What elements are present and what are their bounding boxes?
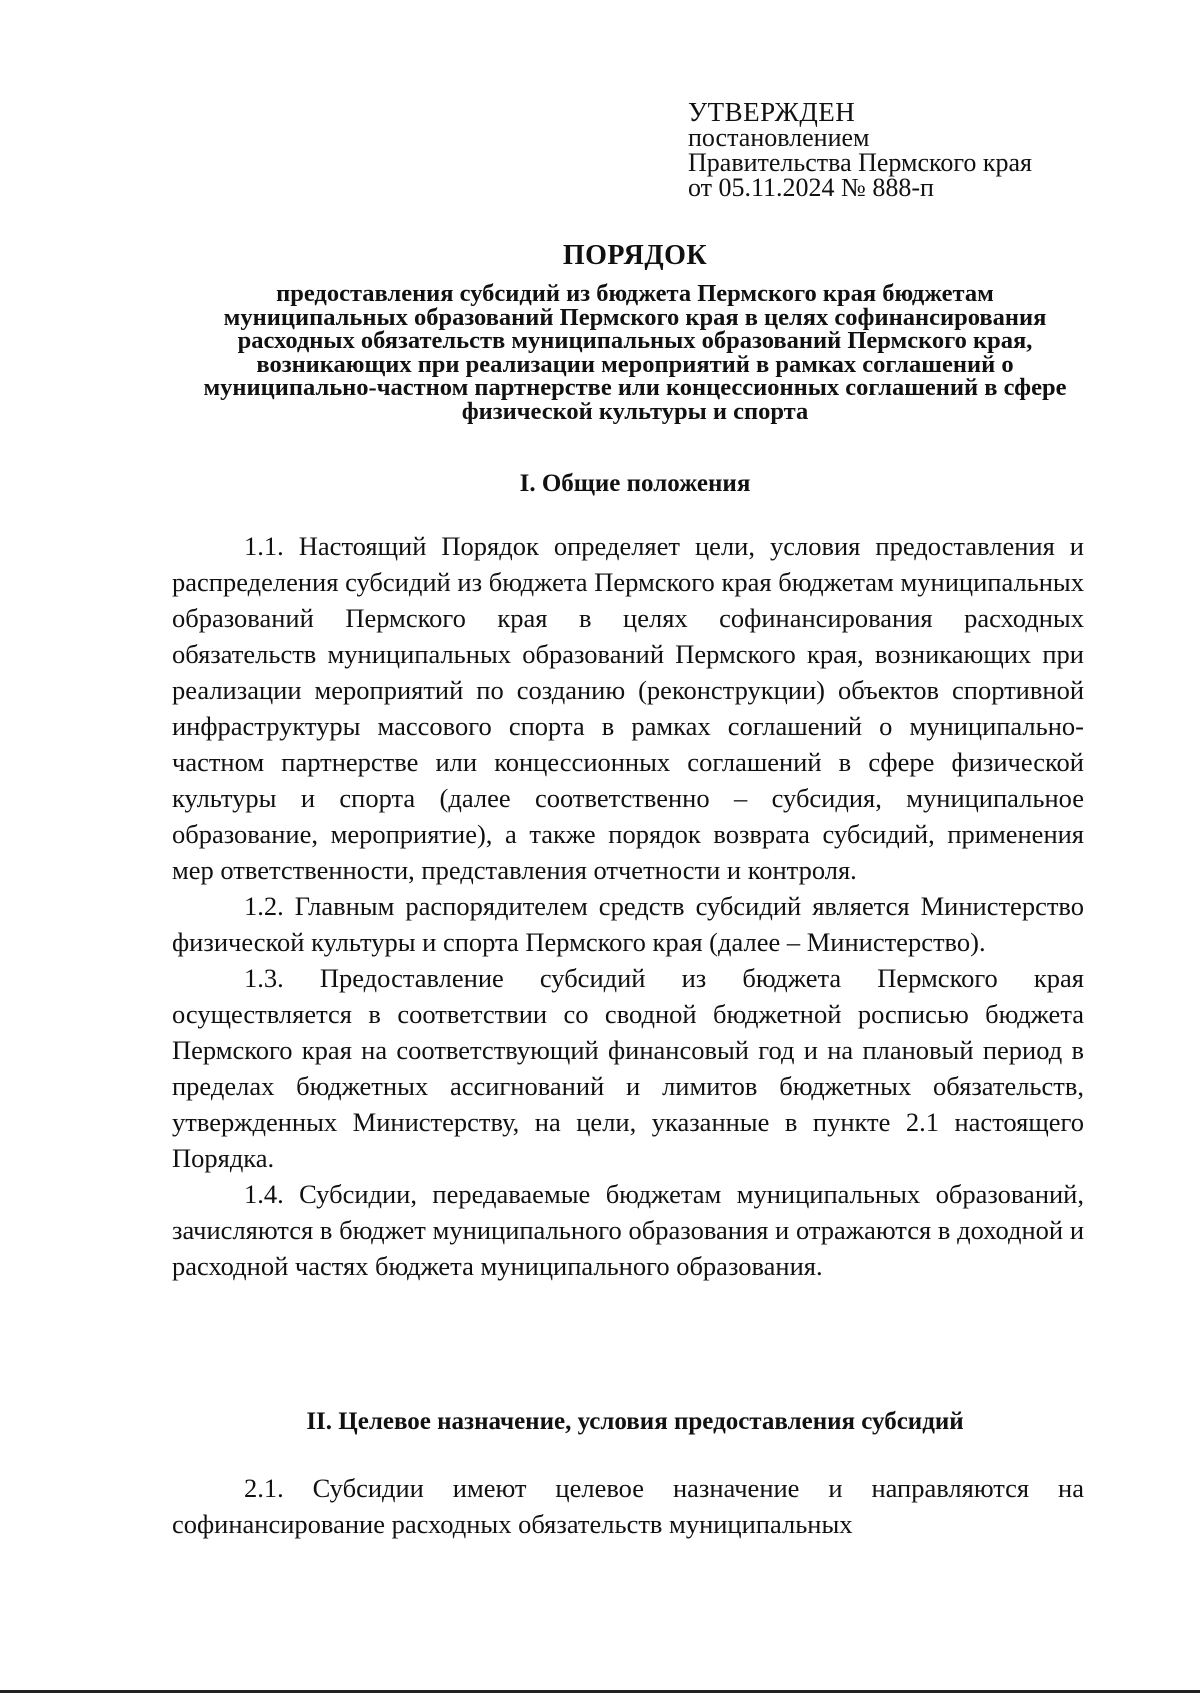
document-title: ПОРЯДОК <box>562 240 708 271</box>
scan-edge-line <box>0 1690 1200 1693</box>
approval-title: УТВЕРЖДЕН <box>688 97 856 127</box>
paragraph-1-4: 1.4. Субсидии, передаваемые бюджетам муниципальных образований, зачисляются в бюджет муниципального образования и отражаются в доходной и расходной частях бюджета муниципального образования. <box>172 1179 1084 1281</box>
section-body-general <box>172 528 1084 1284</box>
paragraph-2-1: 2.1. Субсидии имеют целевое назначение и направляются на софинансирование расходных обязательств муниципальных <box>172 1473 1084 1539</box>
approval-stamp <box>688 97 1108 202</box>
approval-line: Правительства Пермского края <box>688 148 1032 177</box>
paragraph-1-2: 1.2. Главным распорядителем средств субсидий является Министерство физической культуры и спорта Пермского края (далее – Министерство). <box>172 891 1084 957</box>
document-subtitle: предоставления субсидий из бюджета Пермского края бюджетам муниципальных образований Пермского края в целях софинансирования расходных обязательств муниципальных образований Пермского края, возникающих при реализации мероприятий в рамках соглашений о муниципально-частном партнерстве или концессионных соглашений в сфере физической культуры и спорта <box>203 280 1067 425</box>
approval-date-number: от 05.11.2024 № 888-п <box>688 173 934 202</box>
section-heading-general: I. Общие положения <box>519 470 751 497</box>
approval-line: постановлением <box>688 123 870 152</box>
section-body-purpose <box>172 1470 1084 1542</box>
paragraph-1-1: 1.1. Настоящий Порядок определяет цели, условия предоставления и распределения субсидий из бюджета Пермского края бюджетам муниципальных образований Пермского края в целях софинансирования расходных обязательств муниципальных образований Пермского края, возникающих при реализации мероприятий по созданию (реконструкции) объектов спортивной инфраструктуры массового спорта в рамках соглашений о муниципально-частном партнерстве или концессионных соглашений в сфере физической культуры и спорта (далее соответственно – субсидия, муниципальное образование, мероприятие), а также порядок возврата субсидий, применения мер ответственности, представления отчетности и контроля. <box>172 531 1084 885</box>
section-heading-purpose: II. Целевое назначение, условия предоставления субсидий <box>306 1408 964 1435</box>
paragraph-1-3: 1.3. Предоставление субсидий из бюджета Пермского края осуществляется в соответствии со сводной бюджетной росписью бюджета Пермского края на соответствующий финансовый год и на плановый период в пределах бюджетных ассигнований и лимитов бюджетных обязательств, утвержденных Министерству, на цели, указанные в пункте 2.1 настоящего Порядка. <box>172 963 1084 1173</box>
